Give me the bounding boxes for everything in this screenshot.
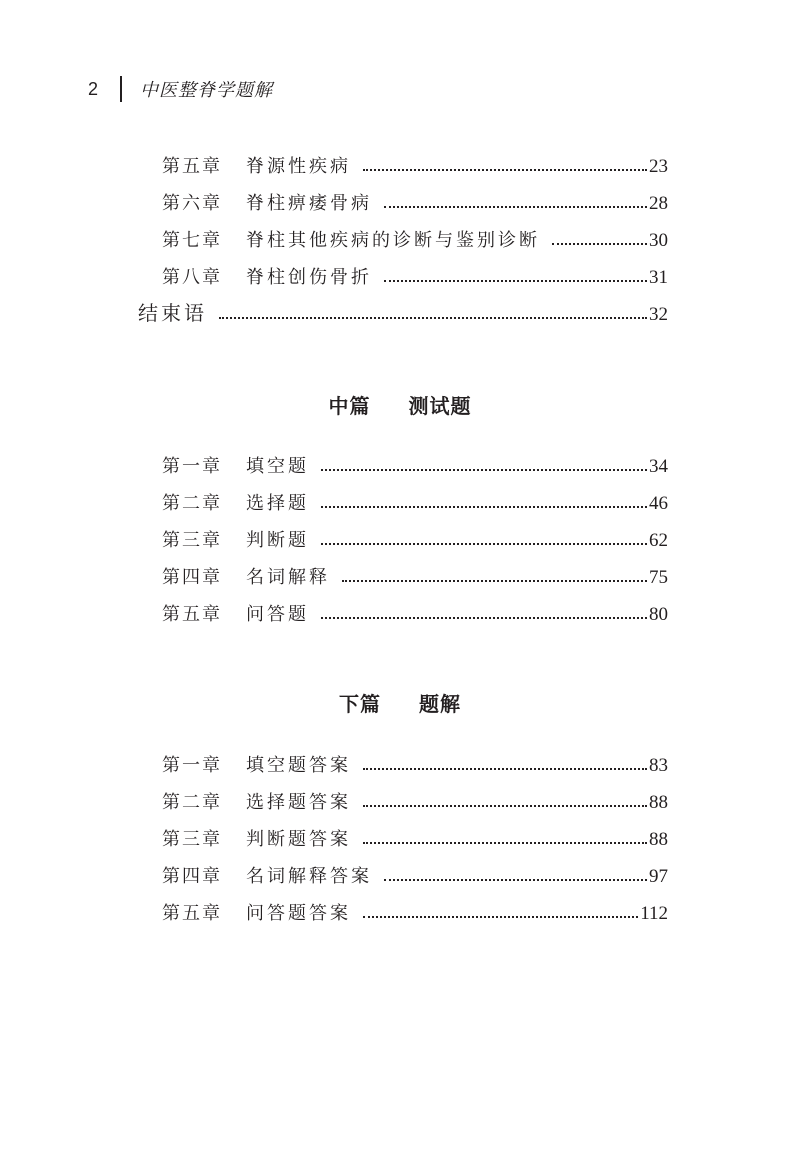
toc-entry[interactable] <box>162 222 668 252</box>
page-ref: 88 <box>649 829 668 850</box>
page-ref: 88 <box>649 792 668 813</box>
toc-entry-closing[interactable] <box>138 296 668 326</box>
book-title: 中医整脊学题解 <box>140 80 274 101</box>
page-ref: 34 <box>649 456 668 477</box>
chapter-title: 脊柱痹痿骨病 <box>246 193 372 214</box>
header-divider <box>120 76 122 102</box>
dot-leader <box>384 280 647 282</box>
part-heading <box>0 688 800 717</box>
page-ref: 75 <box>649 567 668 588</box>
toc-entry[interactable] <box>162 559 668 589</box>
dot-leader <box>342 580 647 582</box>
dot-leader <box>321 543 647 545</box>
part-label: 中篇 <box>328 394 371 418</box>
toc-entry[interactable] <box>162 522 668 552</box>
dot-leader <box>363 805 647 807</box>
chapter-number: 第三章 <box>162 530 222 551</box>
toc-entry[interactable] <box>162 485 668 515</box>
dot-leader <box>552 243 647 245</box>
chapter-number: 第五章 <box>162 156 222 177</box>
chapter-title: 名词解释答案 <box>246 866 372 887</box>
chapter-title: 判断题 <box>246 530 309 551</box>
page-ref: 80 <box>649 604 668 625</box>
chapter-title: 选择题 <box>246 493 309 514</box>
closing-title: 结束语 <box>138 301 207 325</box>
page-ref: 23 <box>649 156 668 177</box>
part-name: 测试题 <box>408 394 472 418</box>
chapter-title: 选择题答案 <box>246 792 351 813</box>
chapter-title: 判断题答案 <box>246 829 351 850</box>
chapter-title: 脊柱其他疾病的诊断与鉴别诊断 <box>246 230 540 251</box>
toc-entry[interactable] <box>162 784 668 814</box>
page-ref: 31 <box>649 267 668 288</box>
toc-entry[interactable] <box>162 821 668 851</box>
chapter-title: 填空题 <box>246 456 309 477</box>
page-ref: 30 <box>649 230 668 251</box>
chapter-number: 第二章 <box>162 792 222 813</box>
dot-leader <box>321 469 647 471</box>
chapter-title: 脊源性疾病 <box>246 156 351 177</box>
chapter-number: 第二章 <box>162 493 222 514</box>
toc-entry[interactable] <box>162 858 668 888</box>
dot-leader <box>363 768 647 770</box>
chapter-title: 脊柱创伤骨折 <box>246 267 372 288</box>
toc-entry[interactable] <box>162 895 668 925</box>
page-ref: 28 <box>649 193 668 214</box>
dot-leader <box>363 916 638 918</box>
chapter-number: 第八章 <box>162 267 222 288</box>
toc-entry[interactable] <box>162 148 668 178</box>
chapter-title: 填空题答案 <box>246 755 351 776</box>
page-ref: 97 <box>649 866 668 887</box>
chapter-title: 问答题答案 <box>246 903 351 924</box>
chapter-number: 第一章 <box>162 755 222 776</box>
page-ref: 46 <box>649 493 668 514</box>
dot-leader <box>363 169 647 171</box>
dot-leader <box>384 206 647 208</box>
chapter-number: 第三章 <box>162 829 222 850</box>
toc-entry[interactable] <box>162 448 668 478</box>
page-ref: 32 <box>649 304 668 325</box>
part-name: 题解 <box>418 692 461 716</box>
chapter-title: 名词解释 <box>246 567 330 588</box>
dot-leader <box>363 842 647 844</box>
toc-entry[interactable] <box>162 596 668 626</box>
page-ref: 62 <box>649 530 668 551</box>
chapter-number: 第一章 <box>162 456 222 477</box>
toc-entry[interactable] <box>162 259 668 289</box>
dot-leader <box>384 879 647 881</box>
part-label: 下篇 <box>339 692 382 716</box>
chapter-title: 问答题 <box>246 604 309 625</box>
dot-leader <box>321 617 647 619</box>
toc-entry[interactable] <box>162 747 668 777</box>
page-number: 2 <box>88 78 99 99</box>
toc-entry[interactable] <box>162 185 668 215</box>
chapter-number: 第七章 <box>162 230 222 251</box>
chapter-number: 第四章 <box>162 567 222 588</box>
chapter-number: 第四章 <box>162 866 222 887</box>
page-ref: 112 <box>640 903 668 924</box>
chapter-number: 第六章 <box>162 193 222 214</box>
dot-leader <box>219 317 647 319</box>
running-header <box>88 74 273 104</box>
part-heading <box>0 390 800 419</box>
chapter-number: 第五章 <box>162 903 222 924</box>
dot-leader <box>321 506 647 508</box>
page-ref: 83 <box>649 755 668 776</box>
chapter-number: 第五章 <box>162 604 222 625</box>
